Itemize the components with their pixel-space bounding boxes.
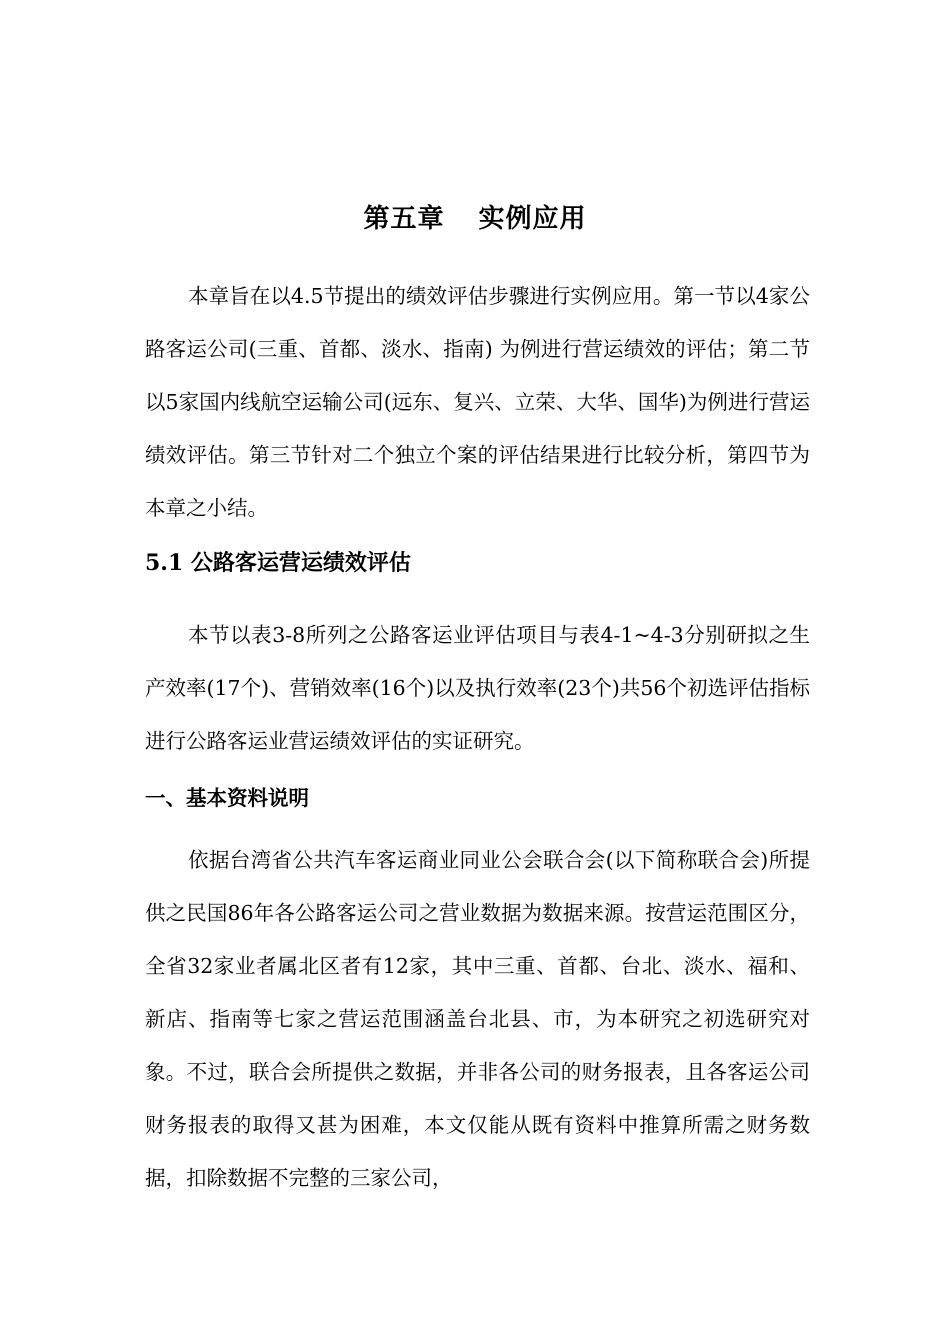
section-heading: 5.1 公路客运营运绩效评估 (145, 550, 411, 576)
section-paragraph: 本节以表3-8所列之公路客运业评估项目与表4-1~4-3分别研拟之生产效率(17个)、营销效率(16个)以及执行效率(23个)共56个初选评估指标进行公路客运业营运绩效评估的实证研究。 (145, 623, 810, 753)
subsection-paragraph: 依据台湾省公共汽车客运商业同业公会联合会(以下简称联合会)所提供之民国86年各公路客运公司之营业数据为数据来源。按营运范围区分，全省32家业者属北区者有12家，其中三重、首都、台北、淡水、福和、新店、指南等七家之营运范围涵盖台北县、市，为本研究之初选研究对象。不过，联合会所提供之数据，并非各公司的财务报表，且各客运公司财务报表的取得又甚为困难，本文仅能从既有资料中推算所需之财务数据，扣除数据不完整的三家公司， (145, 848, 810, 1190)
chapter-title (0, 198, 950, 240)
chapter-number: 第五章 (363, 204, 445, 234)
intro-paragraph: 本章旨在以4.5节提出的绩效评估步骤进行实例应用。第一节以4家公路客运公司(三重、首都、淡水、指南) 为例进行营运绩效的评估；第二节以5家国内线航空运输公司(远东、复兴、立荣、大华、国华)为例进行营运绩效评估。第三节针对二个独立个案的评估结果进行比较分析，第四节为本章之小结。 (145, 284, 810, 520)
subsection-heading: 一、基本资料说明 (145, 786, 309, 810)
chapter-name: 实例应用 (478, 204, 587, 234)
